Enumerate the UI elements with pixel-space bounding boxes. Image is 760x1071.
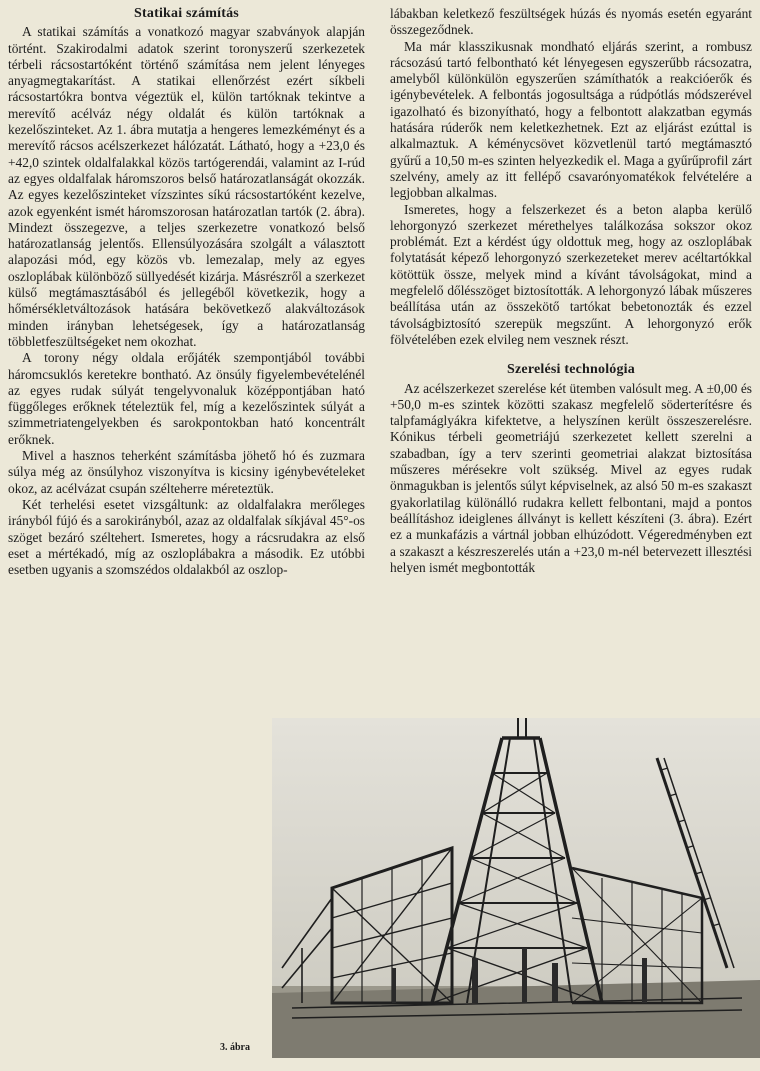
construction-photo xyxy=(272,718,760,1058)
section-subtitle: Szerelési technológia xyxy=(507,362,635,378)
paragraph: Két terhelési esetet vizsgáltunk: az oldalfalakra merőleges irányból fújó és a sarokirányból, azaz az oldalfalak síkjával 45°-os szöget bezáró széltehert. Ismeretes, hogy a rácsrudakra az első eset a mértékadó, míg az oszloplábakra a második. Ez utóbbi esetben ugyanis a szomszédos oldalakból az oszlop- xyxy=(8,496,365,578)
figure-caption: 3. ábra xyxy=(220,1042,250,1053)
section-title: Statikai számítás xyxy=(134,6,239,21)
left-column xyxy=(8,6,365,578)
paragraph-continuation: lábakban keletkező feszültségek húzás és nyomás esetén egyaránt összegeződnek. xyxy=(390,6,752,38)
paragraph: Ismeretes, hogy a felszerkezet és a beton alapba kerülő lehorgonyzó szerkezet mérethelyes találkozása sokszor okoz problémát. Ezt a kérdést úgy oldottuk meg, hogy az oszloplábak folytatását képező lehorgonyzó szerkezeteket merev acéltartókkal kötöttük össze, melyek mind a kívánt távolságokat, mind a megfelelő dőlésszöget biztosították. A lehorgonyzó lábak műszeres beállítása után az összekötő tartókat bebetonozták és ezzel távolságbiztosító szerepük megszűnt. A lehorgonyzó erők fölvételében ezek elvileg nem vesznek részt. xyxy=(390,201,752,347)
paragraph: Mivel a hasznos teherként számításba jöhető hó és zuzmara súlya még az önsúlyhoz viszonyítva is kicsiny igénybevételeket okoz, az acélvázat csupán szélteherre méreteztük. xyxy=(8,448,365,496)
paragraph: Az acélszerkezet szerelése két ütemben valósult meg. A ±0,00 és +50,0 m-es szintek közötti szakasz megfelelő söderterítésre és talpfamáglyákra kifektetve, a helyszínen került összeszerelésre. Kónikus térbeli geometriájú szerkezetet kellett szerelni a szabadban, így a terv szerinti geometriai alakzat biztosítása műszeres mérésekre volt szükség. Mivel az egyes rudak önmagukban is jelentős súlyt képviselnek, az alsó 50 m-es szakaszt gyakorlatilag különálló rudakra kellett felbontani, majd a pontos beállításhoz ideiglenes állványt is kellett készíteni (3. ábra). Ezért ez a munkafázis a vártnál jobban elhúzódott. Végeredményben ezt a szakaszt a készreszerelés után a +23,0 m-nél betervezett illesztési helyen ismét megbontották xyxy=(390,380,752,575)
paragraph: A torony négy oldala erőjáték szempontjából további háromcsuklós keretekre bontható. Az önsúly figyelembevételénél az egyes rudak súlyát tengelyvonaluk középpontjában ható függőleges erőknek tételeztük fel, míg a kezelőszintek súlyát a szimmetriatengelyekben és sarokpontokban ható koncentrált erőknek. xyxy=(8,350,365,447)
steel-tower-scaffold-illustration xyxy=(272,718,760,1058)
paragraph: A statikai számítás a vonatkozó magyar szabványok alapján történt. Szakirodalmi adatok szerint toronyszerű szerkezetek térbeli rácsostartóként történő számítása nem jelent lényeges anyagmegtakarítást. A statikai ellenőrzést ezért síkbeli rácsostartókra bontva végeztük el, külön tartóknak tekintve a merevítő acélváz négy oldalát és külön tartóknak a kezelőszinteket. Az 1. ábra mutatja a hengeres lemezkéményt és a merevítő rácsos acélszerkezet hálózatát. Látható, hogy a +23,0 és +42,0 szintek oldalfalakkal közös tartógerendái, valamint az I-rúd az egyes oldalfalak háromszoros belső határozatlanságát okozzák. Az egyes kezelőszinteket vízszintes síkú rácsostartóként kezelve, azok egyenként ismét háromszorosan határozatlan tartók (2. ábra). Mindezt összegezve, a teljes szerkezetre vonatkozó belső határozatlanság jelentős. Ellensúlyozására szolgált a választott alapozási mód, egy közös vb. lemezalap, mely az egyes oszloplábak különböző süllyedését kizárja. Másrészről a szerkezet külső megtámasztásából és jellegéből következik, hogy a hőmérsékletváltozások hatására bekövetkező alakváltozások minden irányban lehetségesek, így a határozatlanság többletfeszültségeket nem okozhat. xyxy=(8,24,365,349)
right-column xyxy=(390,6,752,576)
paragraph: Ma már klasszikusnak mondható eljárás szerint, a rombusz rácsozású tartó felbontható két lényegesen egyszerűbb rácsozatra, amelyből különkülön egyszerűen számíthatók a reakcióerők és igénybevételek. A felbontás jogosultsága a rúdpótlás módszerével igazolható és bizonyítható, hogy a felbontott alakzatban egymás hatására rúderők nem keletkezhetnek. Ezt az eljárást ezúttal is alkalmaztuk. A kéménycsövet közvetlenül tartó megtámasztó gyűrű a 10,50 m-es szinten helyezkedik el. Maga a gyűrűprofil zárt szelvény, amely az itt fellépő csavarónyomatékok felvételére a legjobban alkalmas. xyxy=(390,38,752,201)
